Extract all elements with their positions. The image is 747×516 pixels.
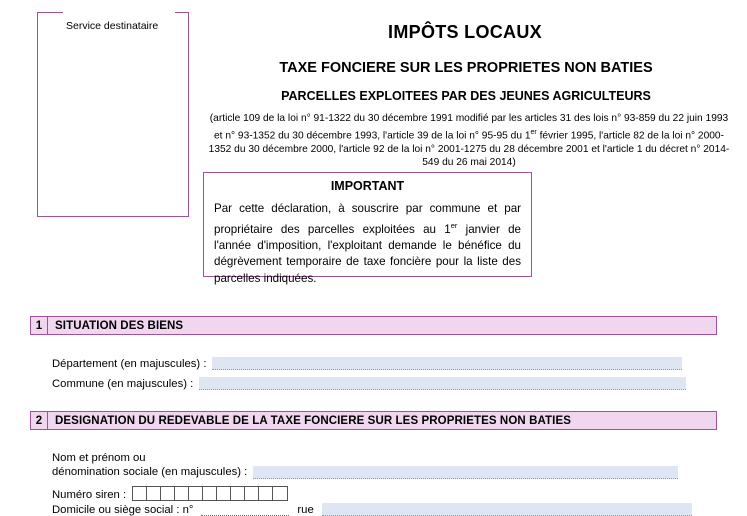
siren-cell[interactable] [175,487,189,500]
siren-cell[interactable] [161,487,175,500]
section-title: DESIGNATION DU REDEVABLE DE LA TAXE FONCIERE SUR LES PROPRIETES NON BATIES [55,414,571,427]
field-input-nom-prenom[interactable] [253,466,678,479]
field-label-commune: Commune (en majuscules) : [52,378,194,390]
siren-cell[interactable] [231,487,245,500]
field-domicile [52,503,692,516]
section-header-designation-du-redevable [30,411,717,430]
section-number: 1 [31,317,48,334]
field-label-departement: Département (en majuscules) : [52,358,207,370]
siren-cell[interactable] [217,487,231,500]
field-input-commune[interactable] [199,377,686,390]
field-label-domicile: Domicile ou siège social : n° [52,504,194,516]
important-notice-title: IMPORTANT [330,179,405,193]
field-label-nom-prenom [52,452,247,479]
field-nom-prenom [52,452,692,479]
field-label-nom-line2: dénomination sociale (en majuscules) : [52,465,248,478]
legal-reference-text: (article 109 de la loi n° 91-1322 du 30 décembre 1991 modifié par les articles 31 des lois n° 93-859 du 22 juin 1993 et n° 93-1352 du 30 décembre 1993, l'article 39 de la loi n° 95-95 du 1er février 1995, l'article 82 de la loi n° 2000-1352 du 30 décembre 2000, l'article 92 de la loi n° 2001-1275 du 28 décembre 2001 et l'article 1 du décret n° 2014-549 du 26 mai 2014) [208,113,730,169]
field-departement [52,357,692,370]
important-notice-text: Par cette déclaration, à souscrire par commune et par propriétaire des parcelles exploitées au 1er janvier de l'année d'imposition, l'exploitant demande le bénéfice du dégrèvement temporaire de taxe foncière pour la liste des parcelles indiquées. [214,202,521,285]
important-notice-box [203,172,532,285]
section-title: SITUATION DES BIENS [55,319,184,332]
field-input-numero-siren[interactable] [132,486,288,501]
field-label-nom-line1: Nom et prénom ou [52,452,146,464]
box-notch-left [37,12,63,13]
field-commune [52,377,692,390]
section-number: 2 [31,412,48,429]
field-input-rue[interactable] [322,503,692,516]
siren-cell[interactable] [259,487,273,500]
field-label-rue: rue [297,504,314,516]
siren-cell[interactable] [203,487,217,500]
page-title: IMPÔTS LOCAUX [388,22,542,42]
siren-cell[interactable] [133,487,147,500]
siren-cell[interactable] [189,487,203,500]
section-header-situation-des-biens [30,316,717,335]
field-label-numero-siren: Numéro siren : [52,489,127,501]
page-subtitle-1: TAXE FONCIERE SUR LES PROPRIETES NON BATIES [279,60,653,76]
siren-cell[interactable] [147,487,161,500]
siren-cell[interactable] [273,487,287,500]
service-destinataire-box [37,12,189,217]
page-subtitle-2: PARCELLES EXPLOITEES PAR DES JEUNES AGRICULTEURS [281,89,651,103]
box-notch-right [175,12,189,13]
field-numero-siren [52,486,288,501]
field-input-departement[interactable] [212,357,682,370]
siren-cell[interactable] [245,487,259,500]
service-destinataire-label: Service destinataire [66,20,159,32]
